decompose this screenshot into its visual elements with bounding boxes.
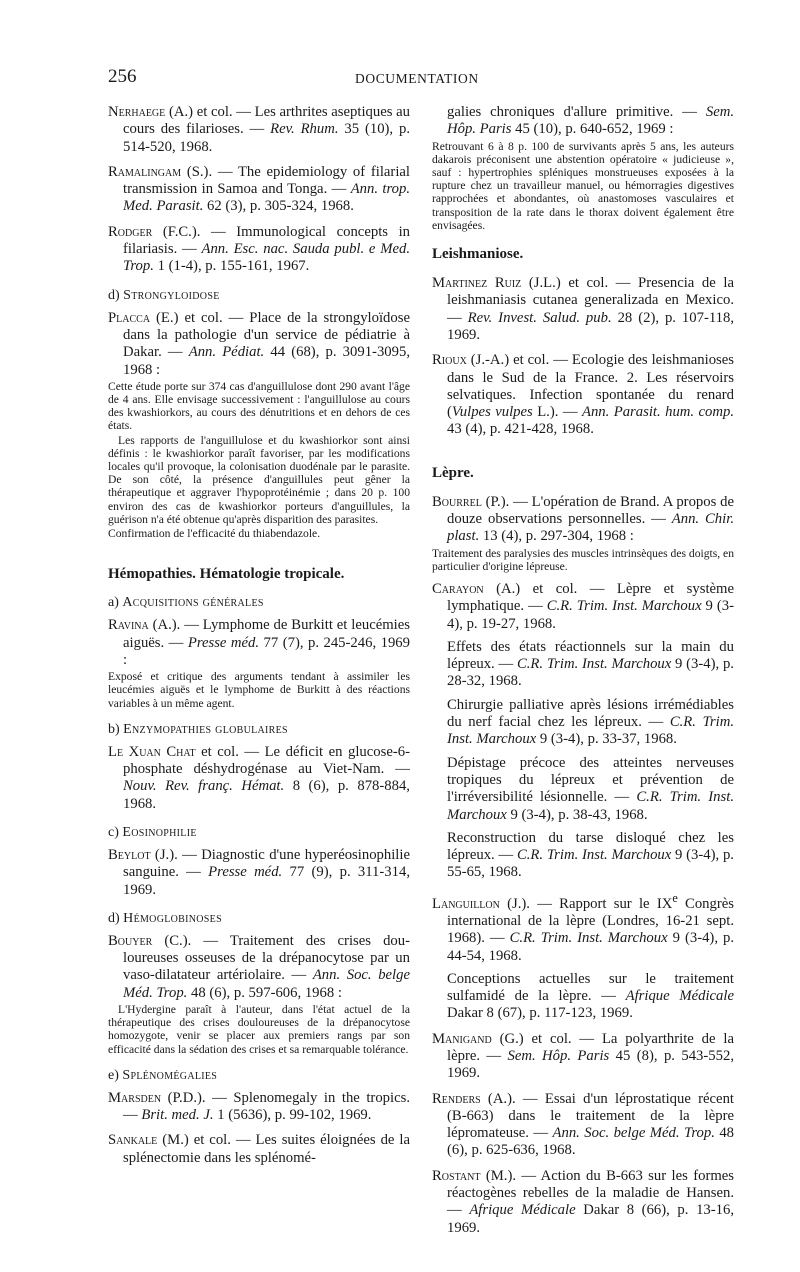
reference-entry: Placca (E.) et col. — Place de la strongyloïdose dans la pathologie d'un service de pédiatrie à Dakar. — Ann. Pédiat. 44 (68), p. 3091-3095, 1968 : Cette étude porte sur 374 cas d'anguillulose dont 290 avant l'âge de 4 ans. Elle envisage successivement : l'anguillulose au cours des kwashiorkors, au cours des dénutritions et en dehors de ces états. Les rapports de l'anguillulose et du kwashiorkor sont ainsi définis : le kwashiorkor paraît favoriser, par les modifications locales qu'il provoque, la colonisation duodénale par le parasite. De son côté, la présence d'anguillules peut gêner la thérapeutique et aggraver l'hypoprotéinémie ; dans 20 p. 100 environ des cas de kwashiorkor porteurs d'anguillules, la guérison n'a été obtenue qu'après disparition des parasites. Confirmation de l'efficacité du thiabendazole.	[108, 309, 410, 541]
reference-entry: Carayon (A.) et col. — Lèpre et système lymphatique. — C.R. Trim. Inst. Marchoux 9 (3-4), p. 19-27, 1968. Effets des états réactionnels sur la main du lépreux. — C.R. Trim. Inst. Marchoux 9 (3-4), p. 28-32, 1968. Chirurgie palliative après lésions irrémédiables du nerf facial chez les lépreux. — C.R. Trim. Inst. Marchoux 9 (3-4), p. 33-37, 1968. Dépistage précoce des atteintes nerveuses tropiques du lépreux et prévention de l'irréversibilité lésionnelle. — C.R. Trim. Inst. Marchoux 9 (3-4), p. 38-43, 1968. Reconstruction du tarse disloqué chez les lépreux. — C.R. Trim. Inst. Marchoux 9 (3-4), p. 55-65, 1968.	[432, 580, 734, 881]
author: Le Xuan Chat	[108, 743, 196, 760]
journal: Ann. Soc. belge Méd. Trop.	[552, 1125, 715, 1142]
section-heading-lepre: Lèpre.	[432, 464, 474, 481]
subheading-hemoglobinoses: d) Hémoglobinoses	[108, 910, 222, 926]
author: Martinez Ruiz (J.L.)	[432, 275, 561, 292]
reference-entry: Bouyer (C.). — Traitement des crises douloureuses osseuses de la drépanocytose par un vaso-dilatateur artériolaire. — Ann. Soc. belge Méd. Trop. 48 (6), p. 597-606, 1968 : L'Hydergine paraît à l'auteur, dans l'état actuel de la thérapeutique des crises douloureuses de la drépanocytose homozygote, venir se placer aux premiers rangs par son efficacité dans la sédation des crises et sa remarquable tolérance.	[108, 932, 411, 1056]
reference-entry: Ravina (A.). — Lymphome de Burkitt et leucémies aiguës. — Presse méd. 77 (7), p. 245-246, 1969 : Exposé et critique des arguments tendant à assimiler les leucémies aiguës et le lymphome de Burkitt à des réactions variables à un même agent.	[108, 617, 410, 710]
journal: C.R. Trim. Inst. Marchoux	[546, 598, 702, 615]
journal: Ann. Parasit. hum. comp.	[581, 404, 734, 421]
reference-subentry: Reconstruction du tarse disloqué chez les lépreux. — C.R. Trim. Inst. Marchoux 9 (3-4), p. 55-65, 1968.	[447, 829, 734, 881]
abstract: Retrouvant 6 à 8 p. 100 de survivants après 5 ans, les auteurs dakarois préconisent une abstention opératoire « judicieuse », sauf : hypertrophies spléniques monstrueuses exposées à la rupture chez un travailleur manuel, ou hémorragies digestives rapprochées et abondantes, où anastomoses vasculaires et transposition de la rate dans le thorax doivent également être envisagées.	[432, 139, 734, 232]
abstract: Confirmation de l'efficacité du thiabendazole.	[108, 527, 321, 541]
author: Marsden (P.D.)	[108, 1089, 202, 1106]
author: Carayon (A.)	[432, 580, 521, 597]
journal: Rev. Invest. Salud. pub.	[467, 309, 612, 326]
journal: Presse méd.	[187, 634, 260, 651]
author: Rostant (M.)	[432, 1167, 513, 1184]
subheading-splenomegalies: e) Splénomégalies	[108, 1067, 218, 1083]
journal: Ann. Chir. plast.	[447, 510, 734, 545]
reference-entry: Beylot (J.). — Diagnostic d'une hyperéosinophilie sanguine. — Presse méd. 77 (9), p. 311-314, 1969.	[108, 846, 410, 898]
running-head: DOCUMENTATION	[355, 71, 479, 86]
subheading-acquisitions: a) Acquisitions générales	[108, 595, 264, 611]
author: Sankale (M.)	[108, 1132, 189, 1149]
reference-entry: Rioux (J.-A.) et col. — Ecologie des leishmanioses dans le Sud de la France. 2. Les réservoirs selvatiques. Infection spontanée du renard (Vulpes vulpes L.). — Ann. Parasit. hum. comp. 43 (4), p. 421-428, 1968.	[432, 352, 734, 438]
reference-entry: Le Xuan Chat et col. — Le déficit en glucose-6-phosphate déshydrogénase au Viet-Nam. — Nouv. Rev. franç. Hémat. 8 (6), p. 878-884, 1968.	[108, 743, 410, 812]
author: Ramalingam (S.)	[108, 163, 209, 180]
journal: Ann. trop. Med. Parasit.	[123, 181, 410, 215]
reference-entry-continued: galies chroniques d'allure primitive. — Sem. Hôp. Paris 45 (10), p. 640-652, 1969 : Retrouvant 6 à 8 p. 100 de survivants après 5 ans, les auteurs dakarois préconisent une abstention opératoire « judicieuse », sauf : hypertrophies spléniques monstrueuses exposées à la rupture chez un travailleur manuel, ou hémorragies digestives rapprochées et abondantes, où anastomoses vasculaires et transposition de la rate dans le thorax doivent également être envisagées.	[432, 104, 734, 232]
reference-subentry: Effets des états réactionnels sur la main du lépreux. — C.R. Trim. Inst. Marchoux 9 (3-4), p. 28-32, 1968.	[447, 638, 734, 690]
journal: Rev. Rhum.	[270, 121, 339, 138]
left-column	[108, 104, 410, 1175]
author: Renders (A.)	[432, 1090, 512, 1107]
author: Placca (E.)	[108, 309, 179, 326]
author: Manigand (G.)	[432, 1030, 524, 1047]
reference-entry: Languillon (J.). — Rapport sur le IXe Congrès international de la lèpre (Londres, 16-21 sept. 1968). — C.R. Trim. Inst. Marchoux 9 (3-4), p. 44-54, 1968. Conceptions actuelles sur le traitement sulfamidé de la lèpre. — Afrique Médicale Dakar 8 (67), p. 117-123, 1969.	[432, 890, 735, 1022]
journal: Ann. Soc. belge Méd. Trop.	[123, 967, 410, 1001]
abstract: Traitement des paralysies des muscles intrinsèques des doigts, en particulier d'origine lépreuse.	[432, 546, 734, 573]
journal: Ann. Esc. nac. Sauda publ. e Med. Trop.	[123, 241, 410, 275]
reference-entry: Martinez Ruiz (J.L.) et col. — Presencia de la leishmaniasis cutanea generalizada en Mexico. — Rev. Invest. Salud. pub. 28 (2), p. 107-118, 1969.	[432, 275, 734, 343]
abstract: L'Hydergine paraît à l'auteur, dans l'état actuel de la thérapeutique des crises douloureuses de la drépanocytose homozygote, venir se placer aux premiers rangs par son efficacité dans la sédation des crises et sa remarquable tolérance.	[108, 1003, 410, 1056]
subheading-strongyloidose: d) Strongyloidose	[108, 287, 220, 303]
reference-entry: Bourrel (P.). — L'opération de Brand. A propos de douze observations personnelles. — Ann. Chir. plast. 13 (4), p. 297-304, 1968 : Traitement des paralysies des muscles intrinsèques des doigts, en particulier d'origine lépreuse.	[432, 493, 734, 573]
author: Rioux (J.-A.)	[432, 352, 510, 369]
reference-entry: Ramalingam (S.). — The epidemiology of filarial transmission in Samoa and Tonga. — Ann. trop. Med. Parasit. 62 (3), p. 305-324, 1968.	[108, 163, 411, 215]
abstract: Exposé et critique des arguments tendant à assimiler les leucémies aiguës et le lymphome de Burkitt à des réactions variables à un même agent.	[108, 670, 410, 710]
journal: Brit. med. J.	[141, 1107, 214, 1124]
journal: Afrique Médicale	[469, 1202, 576, 1219]
subheading-enzymopathies: b) Enzymopathies globulaires	[108, 721, 288, 737]
journal: Sem. Hôp. Paris	[447, 104, 734, 138]
subheading-eosinophilie: c) Eosinophilie	[108, 824, 197, 840]
reference-subentry: Chirurgie palliative après lésions irrémédiables du nerf facial chez les lépreux. — C.R. Trim. Inst. Marchoux 9 (3-4), p. 33-37, 1968.	[447, 696, 734, 748]
journal: Nouv. Rev. franç. Hémat.	[123, 778, 285, 795]
reference-entry: Manigand (G.) et col. — La polyarthrite de la lèpre. — Sem. Hôp. Paris 45 (8), p. 543-552, 1969.	[432, 1030, 735, 1082]
journal: C.R. Trim. Inst. Marchoux	[509, 930, 668, 947]
author: Languillon (J.)	[432, 895, 527, 912]
author: Bourrel (P.)	[432, 493, 506, 510]
journal: Ann. Pédiat.	[188, 344, 265, 361]
reference-subentry: Dépistage précoce des atteintes nerveuses tropiques du lépreux et prévention de l'irréversibilité lésionnelle. — C.R. Trim. Inst. Marchoux 9 (3-4), p. 38-43, 1968.	[447, 754, 734, 823]
reference-subentry: Conceptions actuelles sur le traitement sulfamidé de la lèpre. — Afrique Médicale Dakar 8 (67), p. 117-123, 1969.	[447, 970, 735, 1022]
abstract: Les rapports de l'anguillulose et du kwashiorkor sont ainsi définis : le kwashiorkor paraît favoriser, par les modifications locales qu'il provoque, la colonisation duodénale par le parasite. De son côté, la présence d'anguillules peut gêner la thérapeutique et aggraver l'hypoprotéinémie ; dans 20 p. 100 environ des cas de kwashiorkor porteurs d'anguillules, la guérison n'a été obtenue qu'après disparition des parasites.	[108, 433, 410, 526]
author: Bouyer (C.)	[108, 932, 188, 949]
right-column	[432, 104, 734, 1245]
author: Beylot (J.)	[108, 846, 175, 863]
reference-entry: Rostant (M.). — Action du B-663 sur les formes réactogènes rebelles de la maladie de Hansen. — Afrique Médicale Dakar 8 (66), p. 13-16, 1969.	[432, 1167, 735, 1236]
reference-entry: Nerhaege (A.) et col. — Les arthrites aseptiques au cours des filarioses. — Rev. Rhum. 35 (10), p. 514-520, 1968.	[108, 104, 411, 155]
author: Ravina (A.)	[108, 617, 177, 634]
journal: Sem. Hôp. Paris	[507, 1048, 610, 1064]
author: Rodger (F.C.)	[108, 223, 197, 240]
reference-entry: Rodger (F.C.). — Immunological concepts in filariasis. — Ann. Esc. nac. Sauda publ. e Med. Trop. 1 (1-4), p. 155-161, 1967.	[108, 223, 410, 275]
species: Vulpes vulpes	[451, 404, 533, 421]
reference-entry: Marsden (P.D.). — Splenomegaly in the tropics. — Brit. med. J. 1 (5636), p. 99-102, 1969.	[108, 1089, 411, 1124]
reference-entry: Sankale (M.) et col. — Les suites éloignées de la splénectomie dans les splénomé-	[108, 1132, 410, 1166]
section-heading-leishmaniose: Leishmaniose.	[432, 246, 524, 263]
reference-entry: Renders (A.). — Essai d'un léprostatique récent (B-663) dans le traitement de la lèpre lépromateuse. — Ann. Soc. belge Méd. Trop. 48 (6), p. 625-636, 1968.	[432, 1090, 734, 1159]
section-heading-hemopathies: Hémopathies. Hématologie tropicale.	[108, 566, 345, 583]
journal: Presse méd.	[208, 864, 283, 881]
author: Nerhaege (A.)	[108, 104, 194, 120]
page-number: 256	[108, 66, 137, 87]
abstract: Cette étude porte sur 374 cas d'anguillulose dont 290 avant l'âge de 4 ans. Elle envisage successivement : l'anguillulose au cours des kwashiorkors, au cours des dénutritions et en dehors de ces états.	[108, 379, 410, 433]
